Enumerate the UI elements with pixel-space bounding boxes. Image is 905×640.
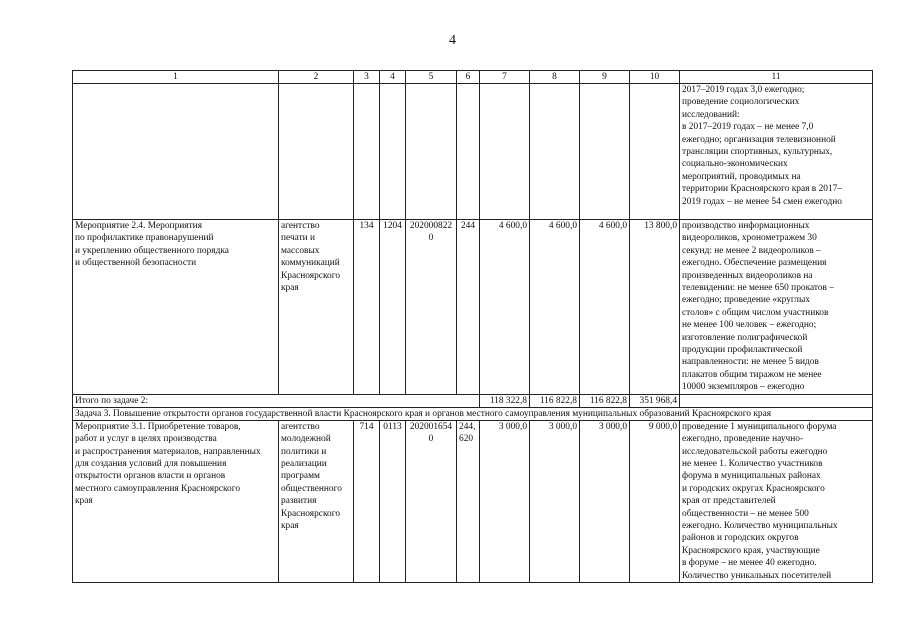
cell-empty <box>530 84 580 220</box>
amount-year1-cell: 4 600,0 <box>480 220 530 395</box>
table-row-measure-2-4 <box>73 220 873 395</box>
column-number: 3 <box>354 71 380 84</box>
column-number: 9 <box>580 71 630 84</box>
result-indicators-cell: проведение 1 муниципального форума ежегодно, проведение научно- исследовательской работы ежегодно не менее 1. Количество участников форума в муниципальных районах и городских округах Красноярского края от представителей общественности – не менее 500 ежегодно. Количество муниципальных районов и городских округов Красноярского края, участвующие в форуме – не менее 40 ежегодно. Количество уникальных посетителей <box>680 420 873 582</box>
executor-cell: агентство печати и массовых коммуникаций Красноярского края <box>279 220 354 395</box>
table-row-task-3-heading <box>73 407 873 420</box>
total-year3-cell: 116 822,8 <box>580 394 630 407</box>
amount-year2-cell: 3 000,0 <box>530 420 580 582</box>
measure-name-cell: Мероприятие 3.1. Приобретение товаров, работ и услуг в целях производства и распространения материалов, направленных для создания условий для повышения открытости органов власти и органов местного самоуправления Красноярского края <box>73 420 279 582</box>
cell-empty <box>630 84 680 220</box>
column-number: 11 <box>680 71 873 84</box>
column-number: 2 <box>279 71 354 84</box>
column-number: 4 <box>380 71 406 84</box>
column-number: 5 <box>406 71 457 84</box>
amount-year1-cell: 3 000,0 <box>480 420 530 582</box>
cell-empty <box>580 84 630 220</box>
column-number: 6 <box>457 71 480 84</box>
total-year2-cell: 116 822,8 <box>530 394 580 407</box>
result-indicators-cell: производство информационных видеороликов, хронометражем 30 секунд: не менее 2 видеороликов – ежегодно. Обеспечение размещения произведенных видеороликов на телевидении: не менее 650 прокатов – ежегодно; проведение «круглых столов» с общим числом участников не менее 100 человек – ежегодно; изготовление полиграфической продукции профилактической направленности: не менее 5 видов плакатов общим тиражом не менее 10000 экземпляров – ежегодно <box>680 220 873 395</box>
measure-name-cell: Мероприятие 2.4. Мероприятия по профилактике правонарушений и укреплению общественного порядка и общественной безопасности <box>73 220 279 395</box>
cell-empty <box>680 394 873 407</box>
executor-cell: агентство молодежной политики и реализации программ общественного развития Красноярского края <box>279 420 354 582</box>
cell-empty <box>354 84 380 220</box>
column-number: 10 <box>630 71 680 84</box>
total-label-cell: Итого по задаче 2: <box>73 394 480 407</box>
task-heading-cell: Задача 3. Повышение открытости органов государственной власти Красноярского края и органов местного самоуправления муниципальных образований Красноярского края <box>73 407 873 420</box>
rzpr-code-cell: 1204 <box>380 220 406 395</box>
amount-year3-cell: 3 000,0 <box>580 420 630 582</box>
cell-empty <box>406 84 457 220</box>
amount-total-cell: 9 000,0 <box>630 420 680 582</box>
cell-empty <box>279 84 354 220</box>
rzpr-code-cell: 0113 <box>380 420 406 582</box>
vr-code-cell: 244, 620 <box>457 420 480 582</box>
program-table <box>72 70 873 583</box>
table-row-continuation <box>73 84 873 220</box>
total-sum-cell: 351 968,4 <box>630 394 680 407</box>
total-year1-cell: 118 322,8 <box>480 394 530 407</box>
vr-code-cell: 244 <box>457 220 480 395</box>
amount-total-cell: 13 800,0 <box>630 220 680 395</box>
csr-code-cell: 2020016540 <box>406 420 457 582</box>
result-indicators-cell: 2017–2019 годах 3,0 ежегодно; проведение социологических исследований: в 2017–2019 годах – не менее 7,0 ежегодно; организация телевизионной трансляции спортивных, культурных, социально-экономических мероприятий, проводимых на территории Красноярского края в 2017– 2019 годах – не менее 54 смен ежегодно <box>680 84 873 220</box>
grbs-code-cell: 714 <box>354 420 380 582</box>
grbs-code-cell: 134 <box>354 220 380 395</box>
column-number: 1 <box>73 71 279 84</box>
amount-year2-cell: 4 600,0 <box>530 220 580 395</box>
cell-empty <box>480 84 530 220</box>
cell-empty <box>457 84 480 220</box>
column-number-row <box>73 71 873 84</box>
page-number: 4 <box>449 33 456 48</box>
column-number: 8 <box>530 71 580 84</box>
table-row-measure-3-1 <box>73 420 873 582</box>
table-row-total-task-2 <box>73 394 873 407</box>
cell-empty <box>73 84 279 220</box>
amount-year3-cell: 4 600,0 <box>580 220 630 395</box>
cell-empty <box>380 84 406 220</box>
column-number: 7 <box>480 71 530 84</box>
csr-code-cell: 2020008220 <box>406 220 457 395</box>
